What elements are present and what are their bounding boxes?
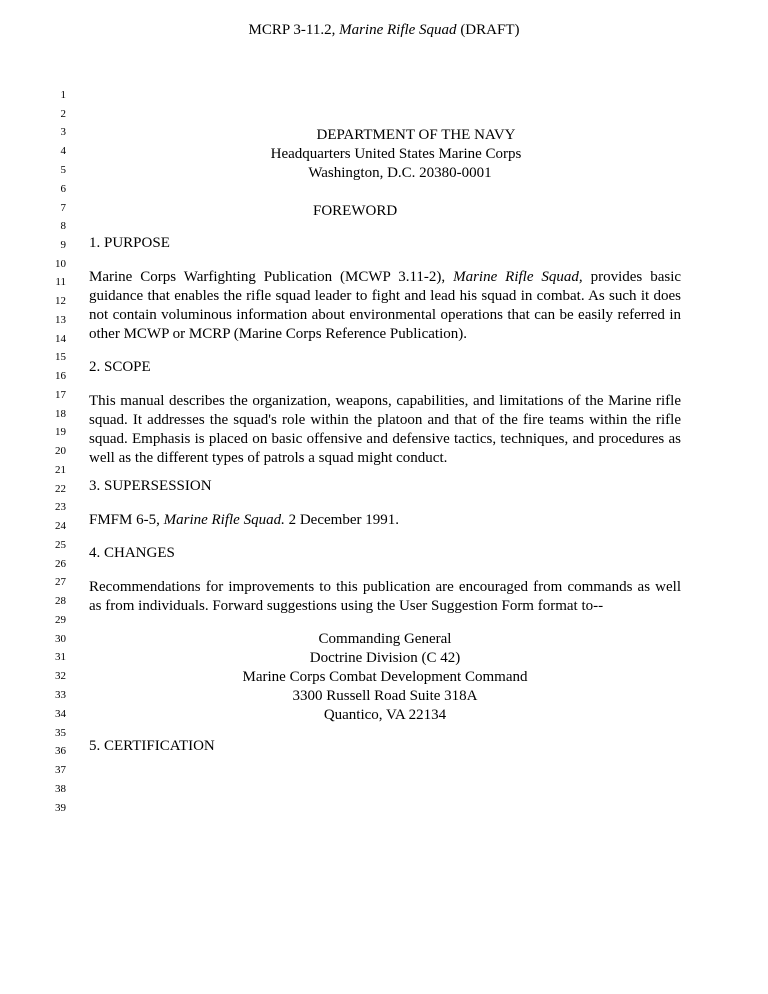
foreword-line <box>0 202 768 221</box>
changes-line-2 <box>0 597 768 616</box>
line-number: 31 <box>55 651 66 663</box>
letterhead-city-line <box>0 164 768 183</box>
scope-line-3 <box>0 430 768 449</box>
letterhead-department: DEPARTMENT OF THE NAVY <box>316 127 516 143</box>
purpose-text-1b: provides basic <box>582 269 682 285</box>
scope-heading: 2. SCOPE <box>89 359 151 375</box>
line-number: 34 <box>55 708 66 720</box>
line-number: 15 <box>55 351 66 363</box>
changes-line-1 <box>0 578 768 597</box>
certification-heading-line <box>0 737 768 756</box>
supersession-text-b: 2 December 1991. <box>284 512 399 528</box>
changes-heading: 4. CHANGES <box>89 545 175 561</box>
purpose-heading: 1. PURPOSE <box>89 235 170 251</box>
address-line-2 <box>0 649 768 668</box>
scope-text-4: well as the different types of patrols a squad might conduct. <box>89 450 448 466</box>
changes-text-1: Recommendations for improvements to this publication are encouraged from commands as well <box>89 579 681 595</box>
line-number: 28 <box>55 595 66 607</box>
line-number: 14 <box>55 333 66 345</box>
line-number: 25 <box>55 539 66 551</box>
scope-text-3: squad. Emphasis is placed on basic offensive and defensive tactics, techniques, and procedures as <box>89 431 681 447</box>
letterhead-city: Washington, D.C. 20380-0001 <box>308 165 492 181</box>
line-number: 24 <box>55 520 66 532</box>
supersession-heading-line <box>0 477 768 496</box>
scope-heading-line <box>0 358 768 377</box>
purpose-text-1-italic: Marine Rifle Squad, <box>453 269 583 285</box>
line-number: 21 <box>55 464 66 476</box>
letterhead-hq: Headquarters United States Marine Corps <box>270 146 522 162</box>
line-number: 9 <box>60 239 66 251</box>
line-number: 39 <box>55 802 66 814</box>
purpose-text-1 <box>89 268 681 287</box>
line-number: 26 <box>55 558 66 570</box>
line-number: 30 <box>55 633 66 645</box>
purpose-text-4: other MCWP or MCRP (Marine Corps Reference Publication). <box>89 326 467 342</box>
changes-text-2: as from individuals. Forward suggestions using the User Suggestion Form format to-- <box>89 598 604 614</box>
purpose-text-1a: Marine Corps Warfighting Publication (MCWP 3.11-2), <box>89 269 454 285</box>
letterhead-department-line <box>0 126 768 145</box>
line-number: 35 <box>55 727 66 739</box>
address-text-4: 3300 Russell Road Suite 318A <box>292 688 478 704</box>
purpose-heading-line <box>0 234 768 253</box>
header-title: Marine Rifle Squad <box>339 22 457 38</box>
line-number: 33 <box>55 689 66 701</box>
changes-heading-line <box>0 544 768 563</box>
line-number: 38 <box>55 783 66 795</box>
address-text-2: Doctrine Division (C 42) <box>309 650 461 666</box>
purpose-line-4 <box>0 325 768 344</box>
address-text-1: Commanding General <box>318 631 452 647</box>
line-number: 6 <box>60 183 66 195</box>
scope-line-1 <box>0 392 768 411</box>
address-line-3 <box>0 668 768 687</box>
address-line-1 <box>0 630 768 649</box>
line-number: 1 <box>60 89 66 101</box>
page-header <box>0 22 768 39</box>
line-number: 22 <box>55 483 66 495</box>
scope-line-2 <box>0 411 768 430</box>
line-number: 36 <box>55 745 66 757</box>
line-number: 32 <box>55 670 66 682</box>
purpose-line-2 <box>0 287 768 306</box>
line-number: 23 <box>55 501 66 513</box>
line-number: 18 <box>55 408 66 420</box>
line-number: 17 <box>55 389 66 401</box>
line-number: 5 <box>60 164 66 176</box>
line-number: 4 <box>60 145 66 157</box>
foreword-title: FOREWORD <box>313 203 398 219</box>
line-number: 19 <box>55 426 66 438</box>
line-number: 20 <box>55 445 66 457</box>
address-text-5: Quantico, VA 22134 <box>323 707 447 723</box>
line-number: 13 <box>55 314 66 326</box>
scope-text-1: This manual describes the organization, weapons, capabilities, and limitations of the Marine rifle <box>89 393 681 409</box>
purpose-text-2: guidance that enables the rifle squad leader to fight and lead his squad in combat. As such it does <box>89 288 681 304</box>
line-number: 8 <box>60 220 66 232</box>
purpose-text-3: not contain voluminous information about environmental operations that can be easily referred in <box>89 307 681 323</box>
letterhead-hq-line <box>0 145 768 164</box>
supersession-heading: 3. SUPERSESSION <box>89 478 212 494</box>
line-number: 2 <box>60 108 66 120</box>
line-number: 37 <box>55 764 66 776</box>
address-line-5 <box>0 706 768 725</box>
line-number: 29 <box>55 614 66 626</box>
line-number: 11 <box>55 276 66 288</box>
scope-text-2: squad. It addresses the squad's role within the platoon and that of the fire teams within the rifle <box>89 412 681 428</box>
header-suffix: (DRAFT) <box>456 22 520 38</box>
supersession-text <box>89 511 681 530</box>
supersession-text-a: FMFM 6-5, <box>89 512 164 528</box>
line-number: 16 <box>55 370 66 382</box>
certification-heading: 5. CERTIFICATION <box>89 738 215 754</box>
address-text-3: Marine Corps Combat Development Command <box>242 669 528 685</box>
line-number: 10 <box>55 258 66 270</box>
line-number: 3 <box>60 126 66 138</box>
purpose-line-1 <box>0 268 768 287</box>
address-line-4 <box>0 687 768 706</box>
line-number: 7 <box>60 202 66 214</box>
line-number: 12 <box>55 295 66 307</box>
scope-line-4 <box>0 449 768 468</box>
purpose-line-3 <box>0 306 768 325</box>
header-code: MCRP 3-11.2, <box>248 22 340 38</box>
supersession-line <box>0 511 768 530</box>
supersession-text-italic: Marine Rifle Squad. <box>163 512 285 528</box>
line-number: 27 <box>55 576 66 588</box>
